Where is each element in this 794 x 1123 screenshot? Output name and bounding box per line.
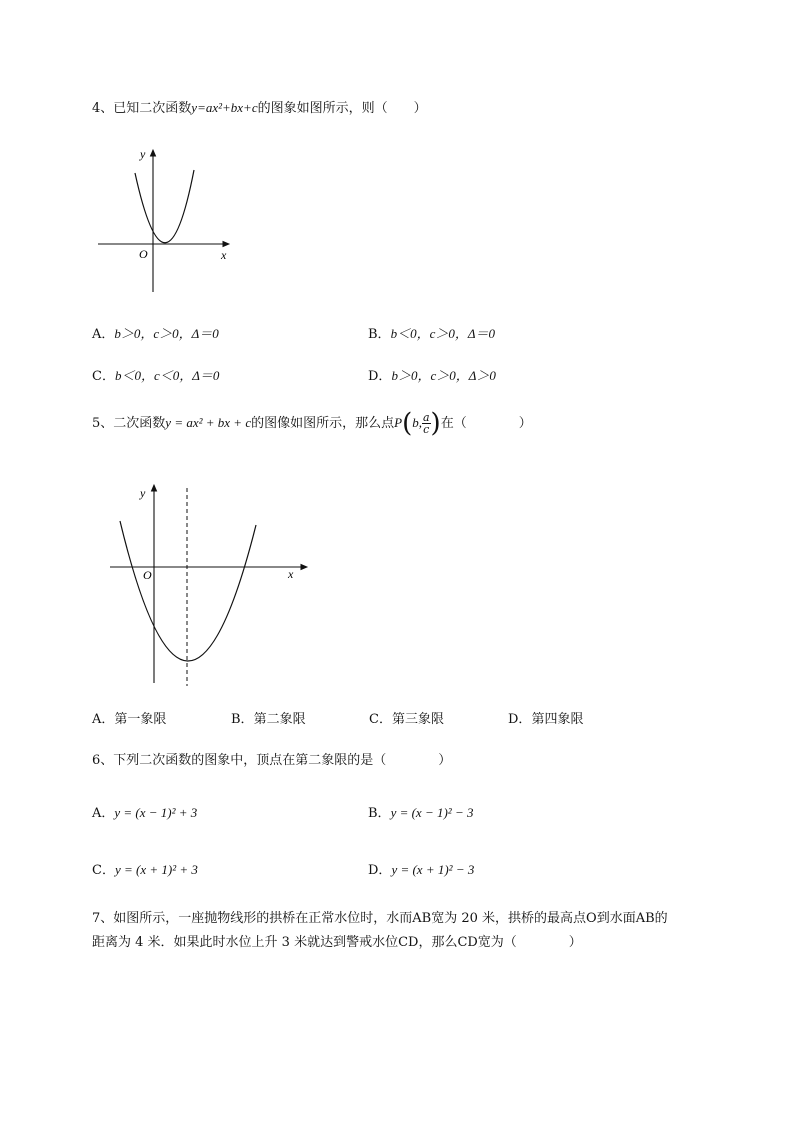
q4-option-d[interactable] [368, 367, 496, 386]
option-content: b＞0，c＞0，Δ＝0 [114, 326, 219, 341]
q5-text-after: 在（ ） [440, 416, 532, 431]
option-label: D． [368, 863, 392, 878]
q7-stem-line1 [92, 910, 668, 928]
right-paren: ) [430, 408, 441, 439]
option-label: B． [231, 712, 254, 727]
q5-option-b[interactable] [231, 711, 306, 729]
q5-curve [120, 521, 256, 661]
q4-text-after: 的图象如图所示，则（ ） [257, 101, 427, 116]
q7-number: 7、 [92, 911, 114, 926]
q4-y-label: y [140, 147, 146, 161]
q4-option-a[interactable] [92, 325, 219, 344]
option-content: y = (x − 1)² − 3 [390, 805, 474, 820]
option-content: 第二象限 [253, 712, 306, 727]
option-label: A． [92, 806, 115, 821]
option-content: b＜0，c＜0，Δ＝0 [114, 368, 220, 383]
q5-y-label: y [140, 486, 146, 500]
q5-option-a[interactable] [92, 711, 166, 729]
option-label: B． [368, 806, 391, 821]
q7-line1: 如图所示，一座抛物线形的拱桥在正常水位时，水而AB宽为 20 米，拱桥的最高点O到水面AB的 [113, 911, 668, 926]
q4-parabola-graph [92, 140, 242, 300]
left-paren: ( [402, 408, 413, 439]
option-content: b＞0，c＞0，Δ＞0 [391, 368, 496, 383]
q4-option-c[interactable] [92, 367, 219, 386]
q5-text-before: 二次函数 [113, 416, 166, 431]
option-label: A． [92, 712, 115, 727]
option-label: C． [92, 863, 115, 878]
option-label: B． [368, 327, 391, 342]
option-content: 第一象限 [114, 712, 167, 727]
q4-x-label: x [221, 248, 227, 262]
option-label: C． [369, 712, 392, 727]
q4-formula: y=ax²+bx+c [191, 100, 258, 115]
q5-frac-den: c [423, 423, 430, 436]
q5-option-d[interactable] [508, 711, 583, 729]
q5-text-mid: 的图像如图所示，那么点 [251, 416, 395, 431]
q5-x-label: x [288, 567, 294, 581]
q5-number: 5、 [92, 416, 114, 431]
q6-text: 下列二次函数的图象中，顶点在第二象限的是（ ） [113, 753, 452, 768]
option-content: 第三象限 [391, 712, 444, 727]
option-content: b＜0，c＞0，Δ＝0 [390, 326, 495, 341]
q6-option-b[interactable] [368, 804, 473, 823]
q5-option-c[interactable] [369, 711, 444, 729]
q6-option-a[interactable] [92, 804, 197, 823]
q7-line2: 距离为 4 米．如果此时水位上升 3 米就达到警戒水位CD，那么CD宽为（ ） [92, 935, 582, 950]
q4-origin-label: O [139, 247, 148, 261]
q6-number: 6、 [92, 753, 114, 768]
option-content: y = (x + 1)² − 3 [391, 862, 475, 877]
q5-formula: y = ax² + bx + c [165, 415, 252, 430]
q7-stem-line2 [92, 934, 582, 952]
q4-curve [135, 170, 194, 243]
q4-text-before: 已知二次函数 [113, 101, 192, 116]
q5-point: P [394, 415, 403, 430]
option-label: A． [92, 327, 115, 342]
q5-parabola-graph [100, 480, 320, 695]
q5-fraction [422, 412, 431, 435]
option-label: D． [508, 712, 532, 727]
q4-stem [92, 99, 427, 118]
q5-point-b: b, [412, 415, 422, 430]
q5-origin-label: O [143, 568, 152, 582]
q5-stem [92, 408, 532, 439]
q6-stem [92, 752, 451, 770]
q6-option-d[interactable] [368, 861, 474, 880]
q5-frac-num: a [422, 411, 430, 424]
q4-option-b[interactable] [368, 325, 495, 344]
option-content: y = (x + 1)² + 3 [114, 862, 198, 877]
q6-option-c[interactable] [92, 861, 198, 880]
option-content: y = (x − 1)² + 3 [114, 805, 198, 820]
option-label: C． [92, 369, 115, 384]
option-label: D． [368, 369, 392, 384]
option-content: 第四象限 [531, 712, 584, 727]
q4-number: 4、 [92, 101, 114, 116]
